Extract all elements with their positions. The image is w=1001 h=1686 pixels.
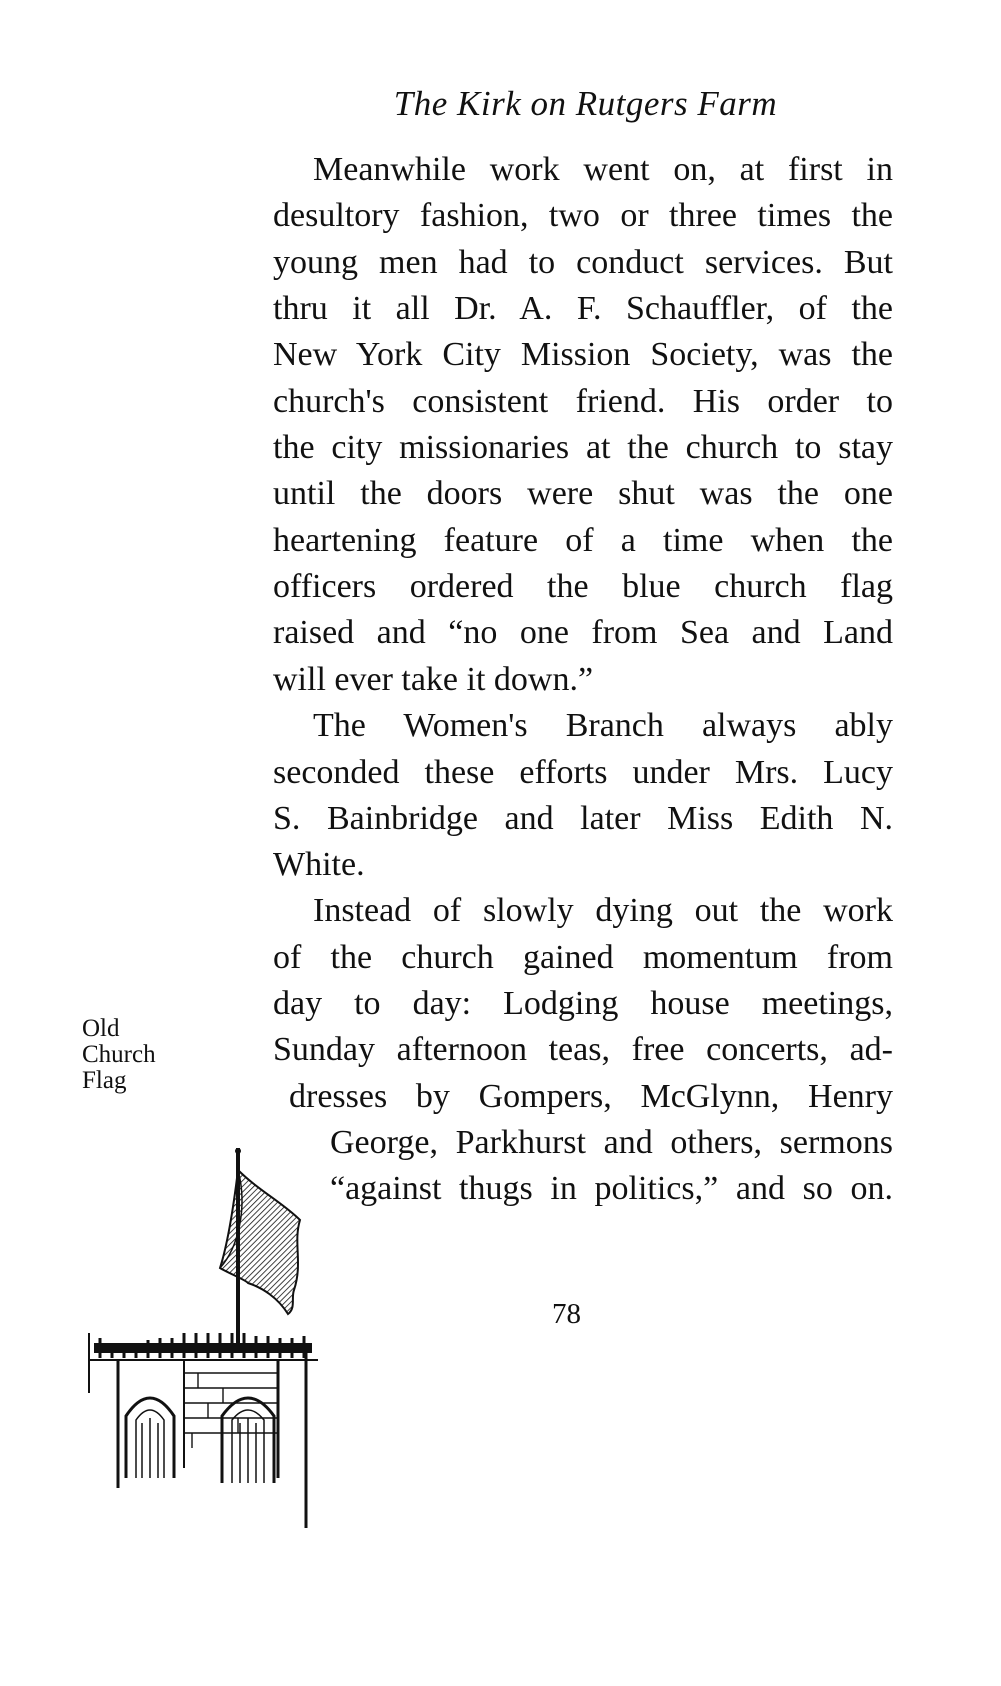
text-line: will ever take it down.” <box>273 661 594 698</box>
text-line: of the church gained momentum from <box>273 939 893 976</box>
text-line: New York City Mission Society, was the <box>273 336 893 373</box>
text-line: “against thugs in politics,” and so on. <box>330 1170 893 1207</box>
margin-note <box>82 1016 156 1094</box>
text-line: the city missionaries at the church to stay <box>273 429 893 466</box>
text-line: young men had to conduct services. But <box>273 244 893 281</box>
text-line: S. Bainbridge and later Miss Edith N. <box>273 800 893 837</box>
text-line: until the doors were shut was the one <box>273 475 893 512</box>
text-line: officers ordered the blue church flag <box>273 568 893 605</box>
text-line: raised and “no one from Sea and Land <box>273 614 893 651</box>
text-line: desultory fashion, two or three times the <box>273 197 893 234</box>
text-line: Instead of slowly dying out the work <box>313 892 893 929</box>
running-head: The Kirk on Rutgers Farm <box>393 84 778 123</box>
margin-note-line: Old <box>82 1015 120 1042</box>
text-line: George, Parkhurst and others, sermons <box>330 1124 893 1161</box>
margin-note-line: Flag <box>82 1067 127 1094</box>
text-line: dresses by Gompers, McGlynn, Henry <box>289 1078 893 1115</box>
text-line: The Women's Branch always ably <box>313 707 893 744</box>
page-number: 78 <box>552 1298 581 1330</box>
text-line: thru it all Dr. A. F. Schauffler, of the <box>273 290 893 327</box>
text-line: Sunday afternoon teas, free concerts, ad- <box>273 1031 893 1068</box>
text-line: seconded these efforts under Mrs. Lucy <box>273 754 893 791</box>
text-line: White. <box>273 846 365 883</box>
text-line: Meanwhile work went on, at first in <box>313 151 893 188</box>
text-line: day to day: Lodging house meetings, <box>273 985 893 1022</box>
margin-note-line: Church <box>82 1041 156 1068</box>
church-flag-illustration <box>88 1148 328 1528</box>
text-line: church's consistent friend. His order to <box>273 383 893 420</box>
text-line: heartening feature of a time when the <box>273 522 893 559</box>
